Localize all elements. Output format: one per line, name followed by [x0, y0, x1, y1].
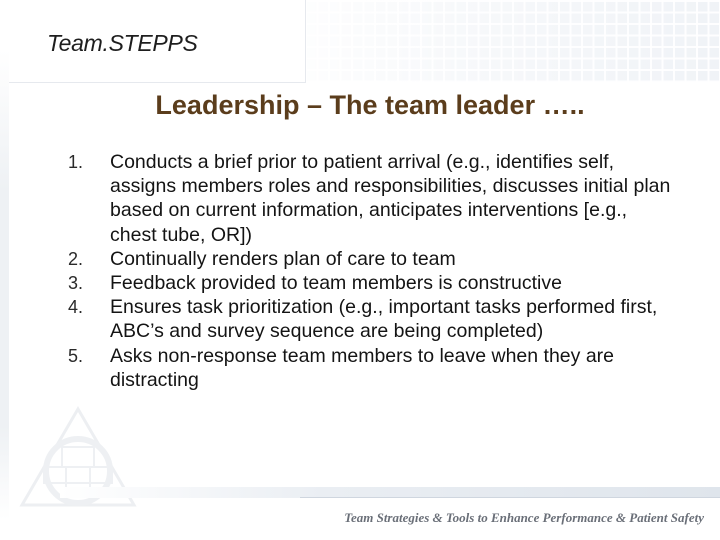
- footer-tagline: Team Strategies & Tools to Enhance Performance & Patient Safety: [344, 510, 704, 525]
- header-grid-fade: [305, 0, 720, 82]
- slide-title: Leadership – The team leader …..: [155, 90, 585, 120]
- list-item: [68, 295, 678, 343]
- list-item-text: Conducts a brief prior to patient arrival (e.g., identifies self, assigns members roles and responsibilities, discusses initial plan based on current information, anticipates interventions [e.g., chest tube, OR]): [110, 151, 671, 246]
- list-item-number: 4.: [68, 297, 84, 318]
- list-item-number: 5.: [68, 345, 84, 366]
- list-item-number: 2.: [68, 248, 84, 269]
- logo-text: Team.STEPPS: [47, 30, 198, 56]
- list-item-text: Asks non-response team members to leave when they are distracting: [110, 344, 615, 391]
- list-item: [68, 271, 678, 295]
- list-item-text: Ensures task prioritization (e.g., important tasks performed first, ABC’s and survey sequence are being completed): [110, 296, 658, 343]
- list-item-text: Feedback provided to team members is constructive: [110, 272, 562, 295]
- leader-behaviors-list: [68, 150, 678, 392]
- logo-box: [0, 0, 306, 83]
- list-item-number: 3.: [68, 273, 84, 294]
- footer-divider: [300, 497, 720, 498]
- list-item: [68, 247, 678, 271]
- list-item-text: Continually renders plan of care to team: [110, 247, 456, 270]
- list-item-number: 1.: [68, 152, 84, 172]
- list-item: [68, 344, 678, 392]
- list-item: [68, 150, 678, 247]
